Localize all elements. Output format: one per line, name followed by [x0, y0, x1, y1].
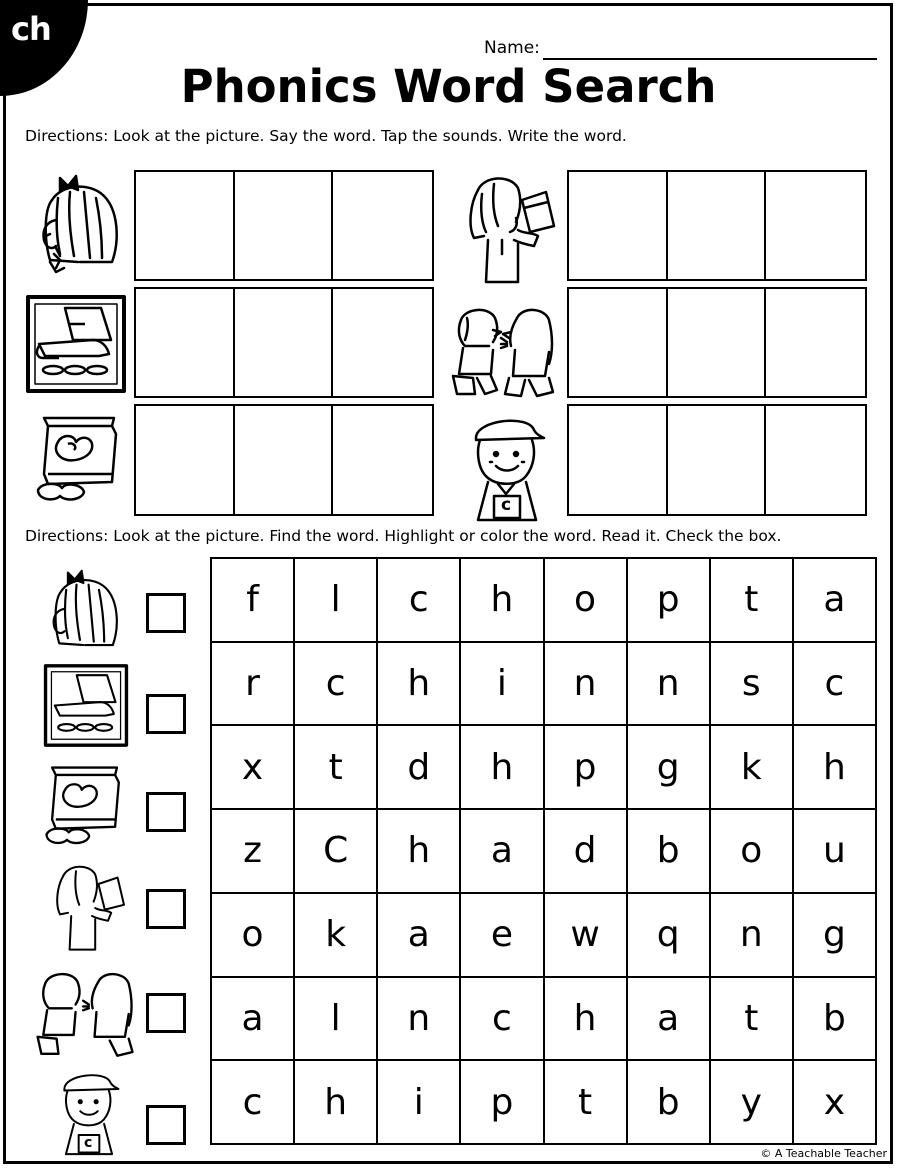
grid-letter[interactable]: c [461, 978, 544, 1062]
grid-letter[interactable]: l [295, 559, 378, 643]
write-boxes-chip[interactable] [134, 404, 434, 516]
page-title: Phonics Word Search [180, 60, 717, 113]
word-search-grid[interactable] [210, 557, 877, 1145]
chest-label: c [501, 495, 512, 515]
chest-label-small: c [84, 1135, 93, 1151]
grid-letter[interactable]: d [378, 726, 461, 810]
grid-letter[interactable]: s [711, 643, 794, 727]
grid-letter[interactable]: a [794, 559, 877, 643]
grid-letter[interactable]: x [794, 1061, 877, 1145]
sound-box[interactable] [235, 289, 334, 396]
grid-letter[interactable]: t [295, 726, 378, 810]
grid-letter[interactable]: n [378, 978, 461, 1062]
chat-picture [445, 304, 563, 400]
grid-letter[interactable]: k [295, 894, 378, 978]
grid-letter[interactable]: z [212, 810, 295, 894]
check-box-chin[interactable] [146, 593, 186, 633]
sound-box[interactable] [136, 172, 235, 279]
chug-picture-small [44, 860, 132, 952]
grid-letter[interactable]: c [295, 643, 378, 727]
chin-picture [30, 170, 125, 275]
grid-letter[interactable]: l [295, 978, 378, 1062]
directions-bottom: Directions: Look at the picture. Find the word. Highlight or color the word. Read it. Check the box. [25, 527, 782, 545]
directions-top: Directions: Look at the picture. Say the word. Tap the sounds. Write the word. [25, 127, 627, 145]
sound-badge-label: ch [11, 10, 51, 48]
check-box-chop[interactable] [146, 694, 186, 734]
sound-box[interactable] [569, 289, 668, 396]
sound-box[interactable] [766, 289, 865, 396]
grid-letter[interactable]: C [295, 810, 378, 894]
chat-picture-small [30, 968, 142, 1060]
grid-letter[interactable]: t [545, 1061, 628, 1145]
sound-box[interactable] [569, 406, 668, 514]
sound-box[interactable] [569, 172, 668, 279]
sound-box[interactable] [668, 289, 767, 396]
grid-letter[interactable]: c [378, 559, 461, 643]
write-boxes-chest[interactable] [567, 404, 867, 516]
grid-letter[interactable]: h [545, 978, 628, 1062]
grid-letter[interactable]: f [212, 559, 295, 643]
check-box-chest[interactable] [146, 1105, 186, 1145]
grid-letter[interactable]: i [461, 643, 544, 727]
sound-box[interactable] [333, 406, 432, 514]
grid-letter[interactable]: k [711, 726, 794, 810]
chest-picture [468, 412, 546, 522]
grid-letter[interactable]: n [711, 894, 794, 978]
grid-letter[interactable]: c [794, 643, 877, 727]
sound-box[interactable] [766, 406, 865, 514]
grid-letter[interactable]: n [545, 643, 628, 727]
grid-letter[interactable]: o [545, 559, 628, 643]
grid-letter[interactable]: t [711, 978, 794, 1062]
grid-letter[interactable]: g [794, 894, 877, 978]
grid-letter[interactable]: e [461, 894, 544, 978]
grid-letter[interactable]: h [295, 1061, 378, 1145]
chip-picture-small [40, 762, 130, 850]
sound-box[interactable] [235, 406, 334, 514]
sound-box[interactable] [333, 172, 432, 279]
grid-letter[interactable]: x [212, 726, 295, 810]
grid-letter[interactable]: c [212, 1061, 295, 1145]
name-label: Name: [484, 38, 540, 58]
grid-letter[interactable]: r [212, 643, 295, 727]
check-box-chip[interactable] [146, 792, 186, 832]
grid-letter[interactable]: p [461, 1061, 544, 1145]
chip-picture [32, 412, 127, 507]
grid-letter[interactable]: t [711, 559, 794, 643]
chop-picture-small [43, 663, 129, 748]
check-box-chat[interactable] [146, 993, 186, 1033]
grid-letter[interactable]: g [628, 726, 711, 810]
grid-letter[interactable]: p [628, 559, 711, 643]
sound-box[interactable] [668, 406, 767, 514]
grid-letter[interactable]: h [378, 643, 461, 727]
grid-letter[interactable]: a [461, 810, 544, 894]
write-boxes-chug[interactable] [567, 170, 867, 281]
sound-box[interactable] [235, 172, 334, 279]
grid-letter[interactable]: u [794, 810, 877, 894]
chop-picture [25, 294, 127, 394]
chug-picture [458, 170, 560, 285]
grid-letter[interactable]: n [628, 643, 711, 727]
sound-box[interactable] [136, 406, 235, 514]
sound-box[interactable] [333, 289, 432, 396]
grid-letter[interactable]: h [378, 810, 461, 894]
grid-letter[interactable]: p [545, 726, 628, 810]
grid-letter[interactable]: a [212, 978, 295, 1062]
grid-letter[interactable]: y [711, 1061, 794, 1145]
sound-box[interactable] [668, 172, 767, 279]
grid-letter[interactable]: h [461, 726, 544, 810]
grid-letter[interactable]: w [545, 894, 628, 978]
grid-letter[interactable]: i [378, 1061, 461, 1145]
write-boxes-chin[interactable] [134, 170, 434, 281]
grid-letter[interactable]: a [378, 894, 461, 978]
write-boxes-chop[interactable] [134, 287, 434, 398]
chest-picture-small [58, 1065, 120, 1159]
sound-box[interactable] [136, 289, 235, 396]
grid-letter[interactable]: b [628, 810, 711, 894]
grid-letter[interactable]: o [711, 810, 794, 894]
chin-picture-small [42, 565, 124, 657]
grid-letter[interactable]: d [545, 810, 628, 894]
copyright: © A Teachable Teacher [760, 1147, 887, 1160]
grid-letter[interactable]: b [794, 978, 877, 1062]
grid-letter[interactable]: a [628, 978, 711, 1062]
grid-letter[interactable]: o [212, 894, 295, 978]
grid-letter[interactable]: h [794, 726, 877, 810]
write-boxes-chat[interactable] [567, 287, 867, 398]
grid-letter[interactable]: b [628, 1061, 711, 1145]
grid-letter[interactable]: h [461, 559, 544, 643]
check-box-chug[interactable] [146, 889, 186, 929]
sound-box[interactable] [766, 172, 865, 279]
grid-letter[interactable]: q [628, 894, 711, 978]
